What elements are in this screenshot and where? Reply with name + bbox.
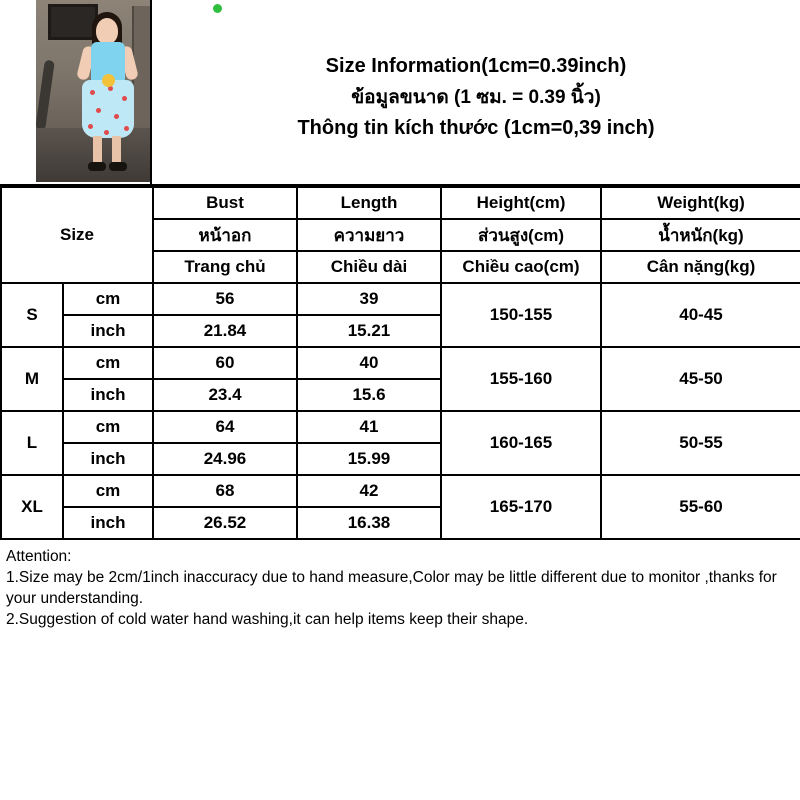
- photo-model-head: [96, 18, 118, 44]
- table-row: [1, 411, 800, 443]
- row-size-s: S: [1, 283, 63, 347]
- attention-line-2: 2.Suggestion of cold water hand washing,it can help items keep their shape.: [6, 611, 529, 628]
- col-bust-en: Bust: [153, 187, 297, 219]
- title-line-vi: Thông tin kích thước (1cm=0,39 inch): [297, 116, 655, 139]
- row-size-m: M: [1, 347, 63, 411]
- photo-skirt-dot: [104, 130, 109, 135]
- l-height: 160-165: [441, 411, 601, 475]
- table-row: [1, 475, 800, 507]
- col-length-en: Length: [297, 187, 441, 219]
- m-height: 155-160: [441, 347, 601, 411]
- photo-skirt-dot: [124, 126, 129, 131]
- unit-cm: cm: [63, 475, 153, 507]
- row-size-xl: XL: [1, 475, 63, 539]
- unit-cm: cm: [63, 411, 153, 443]
- s-height: 150-155: [441, 283, 601, 347]
- col-weight-en: Weight(kg): [601, 187, 800, 219]
- unit-inch: inch: [63, 315, 153, 347]
- xl-bust-inch: 26.52: [153, 507, 297, 539]
- table-row: [1, 283, 800, 315]
- col-length-th: ความยาว: [297, 219, 441, 251]
- photo-model-skirt: [82, 80, 134, 138]
- col-height-en: Height(cm): [441, 187, 601, 219]
- product-photo: [36, 0, 152, 182]
- l-bust-cm: 64: [153, 411, 297, 443]
- photo-model-leg-right: [112, 136, 121, 164]
- col-weight-vi: Cân nặng(kg): [601, 251, 800, 283]
- row-size-l: L: [1, 411, 63, 475]
- m-length-inch: 15.6: [297, 379, 441, 411]
- photo-model-flower: [102, 74, 115, 87]
- title-block: [152, 0, 800, 184]
- col-length-vi: Chiều dài: [297, 251, 441, 283]
- unit-inch: inch: [63, 443, 153, 475]
- col-height-vi: Chiều cao(cm): [441, 251, 601, 283]
- table-header-row-en: [1, 187, 800, 219]
- size-table: [0, 186, 800, 540]
- attention-block: [0, 540, 800, 630]
- photo-skirt-dot: [114, 114, 119, 119]
- photo-model-shoe-right: [109, 162, 127, 171]
- photo-skirt-dot: [122, 96, 127, 101]
- s-weight: 40-45: [601, 283, 800, 347]
- photo-frame: [48, 4, 98, 40]
- photo-model-shoe-left: [88, 162, 106, 171]
- photo-model-leg-left: [93, 136, 102, 164]
- s-length-cm: 39: [297, 283, 441, 315]
- m-weight: 45-50: [601, 347, 800, 411]
- unit-inch: inch: [63, 379, 153, 411]
- xl-bust-cm: 68: [153, 475, 297, 507]
- attention-title: Attention:: [6, 548, 72, 565]
- header: [0, 0, 800, 186]
- s-bust-cm: 56: [153, 283, 297, 315]
- m-bust-cm: 60: [153, 347, 297, 379]
- title-line-th: ข้อมูลขนาด (1 ซม. = 0.39 นิ้ว): [351, 86, 601, 108]
- l-bust-inch: 24.96: [153, 443, 297, 475]
- unit-cm: cm: [63, 283, 153, 315]
- xl-length-inch: 16.38: [297, 507, 441, 539]
- xl-length-cm: 42: [297, 475, 441, 507]
- photo-skirt-dot: [88, 124, 93, 129]
- unit-inch: inch: [63, 507, 153, 539]
- unit-cm: cm: [63, 347, 153, 379]
- xl-height: 165-170: [441, 475, 601, 539]
- product-photo-cell: [0, 0, 152, 184]
- m-bust-inch: 23.4: [153, 379, 297, 411]
- table-row: [1, 347, 800, 379]
- col-bust-vi: Trang chủ: [153, 251, 297, 283]
- s-length-inch: 15.21: [297, 315, 441, 347]
- l-weight: 50-55: [601, 411, 800, 475]
- size-header-cell: Size: [1, 187, 153, 283]
- col-bust-th: หน้าอก: [153, 219, 297, 251]
- col-weight-th: น้ำหนัก(kg): [601, 219, 800, 251]
- m-length-cm: 40: [297, 347, 441, 379]
- photo-skirt-dot: [90, 90, 95, 95]
- title-line-en: Size Information(1cm=0.39inch): [325, 54, 627, 77]
- l-length-inch: 15.99: [297, 443, 441, 475]
- attention-line-1: 1.Size may be 2cm/1inch inaccuracy due to hand measure,Color may be little different due to monitor ,thanks for your understanding.: [6, 569, 777, 607]
- xl-weight: 55-60: [601, 475, 800, 539]
- col-height-th: ส่วนสูง(cm): [441, 219, 601, 251]
- l-length-cm: 41: [297, 411, 441, 443]
- s-bust-inch: 21.84: [153, 315, 297, 347]
- photo-skirt-dot: [96, 108, 101, 113]
